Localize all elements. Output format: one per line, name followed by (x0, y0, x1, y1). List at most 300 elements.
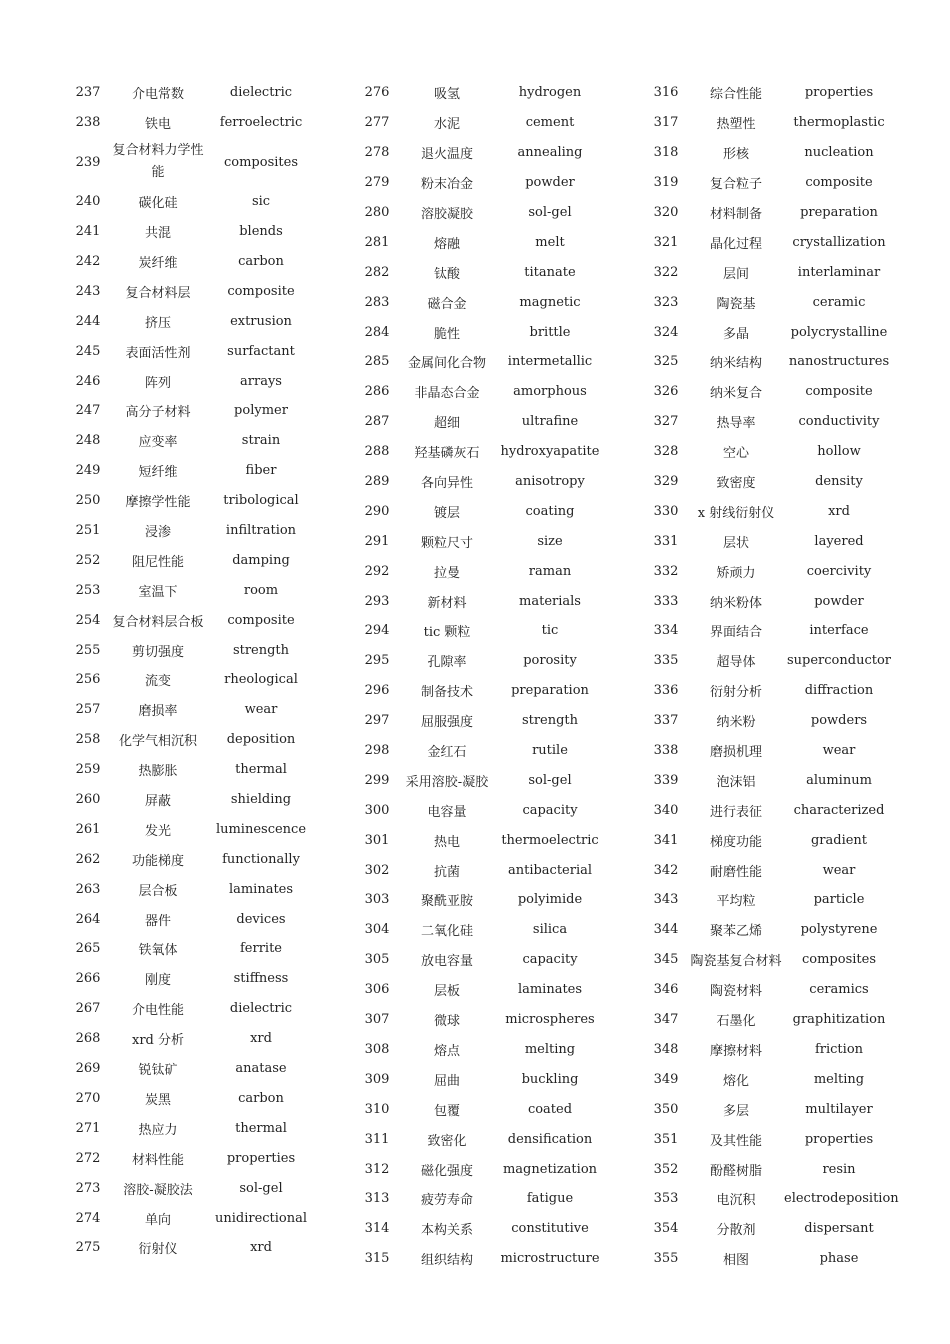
chinese-term: 溶胶-凝胶法 (123, 1182, 193, 1198)
chinese-term: 酚醛树脂 (709, 1163, 762, 1179)
chinese-term: 复合材料层合板 (112, 614, 204, 630)
glossary-row (644, 1244, 894, 1274)
entry-number: 349 (653, 1071, 679, 1087)
entry-number: 280 (364, 205, 390, 220)
glossary-row (66, 934, 316, 964)
glossary-row (355, 1154, 605, 1184)
glossary-row (644, 915, 894, 945)
entry-number: 287 (364, 414, 390, 430)
chinese-term: 放电容量 (420, 954, 473, 970)
chinese-term: 陶瓷基复合材料 (690, 954, 782, 970)
chinese-term: 超细 (433, 416, 460, 432)
entry-number: 329 (653, 474, 679, 490)
english-term: wear (244, 702, 278, 718)
glossary-row (66, 486, 316, 516)
english-term: wear (822, 862, 856, 878)
chinese-term: 磨损机理 (709, 745, 762, 761)
english-term: room (243, 582, 279, 598)
english-term: anatase (235, 1061, 287, 1077)
chinese-term: 介电性能 (131, 1003, 184, 1019)
glossary-row (644, 437, 894, 467)
glossary-row (355, 556, 605, 586)
entry-number: 303 (364, 892, 390, 908)
chinese-term: 钛酸 (433, 266, 460, 282)
entry-number: 296 (364, 683, 390, 699)
entry-number: 281 (364, 234, 390, 250)
chinese-term: 聚酰亚胺 (420, 894, 473, 910)
english-term: ferrite (239, 941, 282, 957)
glossary-row (355, 168, 605, 198)
entry-number: 279 (364, 175, 390, 191)
glossary-row (66, 605, 316, 635)
glossary-row (66, 396, 316, 426)
chinese-term: 熔融 (433, 236, 460, 252)
glossary-row (644, 706, 894, 736)
english-term: layered (814, 533, 864, 549)
entry-number: 319 (653, 175, 679, 191)
glossary-row (66, 138, 316, 187)
english-term: porosity (523, 653, 577, 669)
chinese-term: 层板 (433, 984, 460, 1000)
chinese-term: 电容量 (427, 804, 467, 820)
entry-number: 310 (364, 1101, 390, 1117)
english-term: surfactant (227, 343, 295, 359)
chinese-term: 孔隙率 (427, 655, 467, 671)
english-term: laminates (517, 982, 583, 998)
entry-number: 300 (364, 802, 390, 818)
entry-number: 317 (653, 115, 679, 131)
glossary-row (644, 616, 894, 646)
glossary-row (66, 545, 316, 575)
entry-number: 285 (364, 354, 390, 370)
english-term: fiber (245, 463, 277, 479)
english-term: materials (519, 593, 581, 609)
glossary-row (355, 706, 605, 736)
glossary-row (66, 187, 316, 217)
english-term: composite (805, 175, 873, 191)
english-term: aluminum (806, 772, 872, 788)
glossary-row (66, 1143, 316, 1173)
glossary-row (66, 635, 316, 665)
entry-number: 290 (364, 503, 390, 519)
english-term: thermoplastic (793, 115, 885, 131)
english-term: particle (813, 892, 865, 908)
glossary-row (644, 168, 894, 198)
chinese-term: 纳米粉体 (709, 595, 762, 611)
chinese-term: 吸氢 (433, 87, 460, 103)
entry-number: 284 (364, 324, 390, 340)
entry-number: 332 (653, 563, 679, 579)
glossary-row (66, 108, 316, 138)
chinese-term: 磁化强度 (420, 1163, 473, 1179)
entry-number: 271 (75, 1120, 101, 1136)
glossary-row (355, 795, 605, 825)
english-term: damping (232, 552, 290, 568)
glossary-row (355, 915, 605, 945)
chinese-term: 包覆 (433, 1103, 460, 1119)
chinese-term: 热膨胀 (138, 764, 178, 780)
english-term: raman (528, 563, 572, 579)
entry-number: 276 (364, 85, 390, 101)
entry-number: 277 (364, 115, 390, 131)
glossary-row (644, 795, 894, 825)
chinese-term: 拉曼 (433, 565, 460, 581)
entry-number: 312 (364, 1161, 390, 1177)
chinese-term: 电沉积 (716, 1193, 756, 1209)
english-term: powder (814, 593, 864, 609)
entry-number: 306 (364, 982, 390, 998)
english-term: electrodeposition (784, 1191, 899, 1207)
english-term: dielectric (229, 85, 293, 101)
chinese-term: 阵列 (144, 375, 171, 391)
english-term: composite (227, 283, 295, 299)
chinese-term: 陶瓷材料 (709, 984, 762, 1000)
english-term: preparation (800, 205, 878, 220)
chinese-term: 材料制备 (709, 207, 762, 222)
chinese-term: 熔化 (722, 1073, 749, 1089)
english-term: graphitization (792, 1012, 886, 1028)
chinese-term: 层状 (722, 535, 749, 551)
english-term: polystyrene (800, 922, 878, 938)
chinese-term: 脆性 (433, 326, 460, 342)
english-term: functionally (222, 851, 300, 867)
entry-number: 343 (653, 892, 679, 908)
english-term: sol-gel (239, 1180, 283, 1196)
english-term: silica (532, 922, 568, 938)
entry-number: 251 (75, 523, 101, 539)
english-term: interface (809, 623, 869, 639)
entry-number: 239 (75, 154, 101, 170)
glossary-row (355, 467, 605, 497)
english-term: brittle (529, 324, 571, 340)
glossary-row (66, 247, 316, 277)
entry-number: 260 (75, 792, 101, 808)
chinese-term: 高分子材料 (125, 405, 191, 421)
entry-number: 292 (364, 563, 390, 579)
glossary-row (644, 1094, 894, 1124)
chinese-term: 聚苯乙烯 (709, 924, 762, 940)
chinese-term: 微球 (433, 1014, 460, 1030)
entry-number: 354 (653, 1221, 679, 1237)
glossary-row (66, 516, 316, 546)
entry-number: 248 (75, 433, 101, 449)
chinese-term: 超导体 (716, 655, 756, 671)
glossary-row (355, 407, 605, 437)
chinese-term: 复合材料力学性能 (112, 143, 204, 181)
glossary-row (355, 646, 605, 676)
glossary-row (66, 755, 316, 785)
english-term: ultrafine (521, 414, 579, 430)
english-term: strength (232, 642, 290, 658)
entry-number: 322 (653, 264, 679, 280)
chinese-term: 致密化 (427, 1133, 467, 1149)
english-term: coating (525, 503, 575, 519)
entry-number: 334 (653, 623, 679, 639)
glossary-row (644, 198, 894, 228)
chinese-term: 碳化硅 (138, 196, 178, 212)
glossary-row (66, 844, 316, 874)
glossary-row (66, 1173, 316, 1203)
glossary-row (355, 437, 605, 467)
chinese-term: 梯度功能 (709, 834, 762, 850)
glossary-row (355, 1244, 605, 1274)
entry-number: 308 (364, 1041, 390, 1057)
entry-number: 333 (653, 593, 679, 609)
entry-number: 247 (75, 403, 101, 419)
entry-number: 321 (653, 234, 679, 250)
chinese-term: 锐钛矿 (138, 1063, 178, 1079)
glossary-row (644, 975, 894, 1005)
entry-number: 255 (75, 642, 101, 658)
chinese-term: 及其性能 (709, 1133, 762, 1149)
entry-number: 305 (364, 952, 390, 968)
chinese-term: 剪切强度 (131, 644, 184, 660)
chinese-term: 泡沫铝 (716, 774, 756, 790)
entry-number: 243 (75, 283, 101, 299)
entry-number: 275 (75, 1240, 101, 1256)
english-term: powders (810, 713, 868, 729)
entry-number: 348 (653, 1041, 679, 1057)
english-term: nucleation (804, 145, 874, 161)
entry-number: 286 (364, 384, 390, 400)
english-term: multilayer (805, 1101, 873, 1117)
english-term: resin (822, 1161, 856, 1177)
entry-number: 263 (75, 881, 101, 897)
chinese-term: 复合粒子 (709, 177, 762, 193)
glossary-row (644, 467, 894, 497)
entry-number: 297 (364, 713, 390, 729)
entry-number: 237 (75, 85, 101, 101)
chinese-term: 复合材料层 (125, 285, 191, 301)
glossary-row (355, 616, 605, 646)
glossary-row (644, 526, 894, 556)
chinese-term: 屏蔽 (144, 794, 171, 810)
chinese-term: 各向异性 (420, 476, 473, 492)
glossary-row (644, 885, 894, 915)
glossary-row (644, 287, 894, 317)
glossary-row (355, 1184, 605, 1214)
english-term: coercivity (806, 563, 872, 579)
chinese-term: 退火温度 (420, 147, 473, 163)
chinese-term: 磨损率 (138, 704, 178, 720)
glossary-row (355, 347, 605, 377)
glossary-row (644, 825, 894, 855)
glossary-row (644, 227, 894, 257)
glossary-row (644, 1154, 894, 1184)
entry-number: 283 (364, 294, 390, 310)
glossary-row (355, 855, 605, 885)
chinese-term: 炭黑 (144, 1092, 171, 1108)
english-term: properties (804, 1131, 874, 1147)
entry-number: 268 (75, 1031, 101, 1047)
glossary-row (66, 366, 316, 396)
glossary-row (644, 646, 894, 676)
chinese-term: 衍射仪 (138, 1242, 178, 1258)
english-term: annealing (517, 145, 583, 161)
glossary-row (355, 1035, 605, 1065)
entry-number: 336 (653, 683, 679, 699)
english-term: xrd (250, 1240, 272, 1256)
glossary-row (66, 964, 316, 994)
glossary-row (66, 1233, 316, 1263)
chinese-term: 镀层 (433, 505, 460, 521)
glossary-row (66, 814, 316, 844)
entry-number: 278 (364, 145, 390, 161)
english-term: ferroelectric (219, 115, 303, 131)
chinese-term: 热电 (433, 834, 460, 850)
english-term: interlaminar (797, 264, 881, 280)
entry-number: 242 (75, 254, 101, 269)
chinese-term: 空心 (722, 446, 749, 462)
entry-number: 330 (653, 503, 679, 519)
glossary-row (644, 855, 894, 885)
entry-number: 265 (75, 941, 101, 957)
english-term: preparation (511, 683, 589, 699)
english-term: friction (814, 1041, 864, 1057)
entry-number: 273 (75, 1180, 101, 1196)
entry-number: 331 (653, 533, 679, 549)
chinese-term: 热导率 (716, 416, 756, 432)
english-term: microstructure (500, 1251, 600, 1267)
english-term: superconductor (787, 653, 891, 669)
english-term: composites (801, 952, 876, 968)
chinese-term: 热应力 (138, 1122, 178, 1138)
chinese-term: 晶化过程 (709, 236, 762, 252)
entry-number: 252 (75, 552, 101, 568)
glossary-row (644, 945, 894, 975)
english-term: rheological (224, 672, 298, 688)
entry-number: 244 (75, 313, 101, 329)
entry-number: 307 (364, 1012, 390, 1028)
english-term: unidirectional (214, 1210, 308, 1226)
glossary-row (644, 407, 894, 437)
glossary-row (66, 785, 316, 815)
chinese-term: 多层 (722, 1103, 749, 1119)
english-term: hydrogen (518, 85, 582, 101)
entry-number: 315 (364, 1251, 390, 1267)
english-term: size (537, 533, 563, 549)
chinese-term: 多晶 (722, 326, 749, 342)
english-term: devices (236, 911, 286, 927)
glossary-row (355, 317, 605, 347)
glossary-row (355, 945, 605, 975)
english-term: titanate (524, 264, 576, 280)
chinese-term: 铁电 (144, 117, 171, 133)
entry-number: 261 (75, 821, 101, 837)
chinese-term: 短纤维 (138, 465, 178, 481)
glossary-row (355, 257, 605, 287)
entry-number: 309 (364, 1071, 390, 1087)
glossary-row (644, 78, 894, 108)
english-term: properties (804, 85, 874, 101)
chinese-term: 炭纤维 (138, 256, 178, 271)
glossary-row (355, 198, 605, 228)
entry-number: 267 (75, 1001, 101, 1017)
entry-number: 304 (364, 922, 390, 938)
glossary-row (644, 347, 894, 377)
english-term: magnetization (502, 1161, 598, 1177)
english-term: microspheres (505, 1012, 595, 1028)
glossary-row (66, 217, 316, 247)
chinese-term: 进行表征 (709, 804, 762, 820)
chinese-term: 组织结构 (420, 1253, 473, 1269)
glossary-row (66, 306, 316, 336)
english-term: capacity (522, 952, 578, 968)
chinese-term: 形核 (722, 147, 749, 163)
glossary-row (66, 1024, 316, 1054)
entry-number: 352 (653, 1161, 679, 1177)
entry-number: 270 (75, 1090, 101, 1106)
entry-number: 340 (653, 802, 679, 818)
glossary-column-2 (355, 78, 605, 1274)
english-term: xrd (828, 503, 850, 519)
chinese-term: 热塑性 (716, 117, 756, 133)
english-term: luminescence (215, 821, 307, 837)
entry-number: 299 (364, 772, 390, 788)
chinese-term: 层合板 (138, 883, 178, 899)
glossary-row (355, 586, 605, 616)
entry-number: 345 (653, 952, 679, 968)
entry-number: 353 (653, 1191, 679, 1207)
glossary-row (644, 736, 894, 766)
entry-number: 293 (364, 593, 390, 609)
entry-number: 295 (364, 653, 390, 669)
entry-number: 240 (75, 194, 101, 210)
glossary-row (66, 78, 316, 108)
english-term: hollow (817, 444, 861, 460)
glossary-row (644, 676, 894, 706)
chinese-term: 疲劳寿命 (420, 1193, 473, 1209)
english-term: dielectric (229, 1001, 293, 1017)
english-term: sol-gel (528, 205, 572, 220)
glossary-row (66, 695, 316, 725)
entry-number: 318 (653, 145, 679, 161)
english-term: laminates (228, 881, 294, 897)
entry-number: 314 (364, 1221, 390, 1237)
english-term: ceramics (809, 982, 869, 998)
english-term: capacity (522, 802, 578, 818)
chinese-term: 挤压 (144, 315, 171, 331)
english-term: dispersant (804, 1221, 874, 1237)
chinese-term: 熔点 (433, 1043, 460, 1059)
english-term: carbon (238, 1090, 284, 1106)
chinese-term: 纳米复合 (709, 386, 762, 402)
english-term: conductivity (798, 414, 880, 430)
chinese-term: x 射线衍射仪 (697, 505, 775, 521)
english-term: cement (525, 115, 575, 131)
english-term: phase (819, 1251, 859, 1267)
chinese-term: 应变率 (138, 435, 178, 451)
glossary-row (355, 1094, 605, 1124)
glossary-row (644, 496, 894, 526)
chinese-term: 摩擦材料 (709, 1043, 762, 1059)
glossary-row (355, 526, 605, 556)
english-term: shielding (230, 792, 292, 808)
chinese-term: 屈服强度 (420, 715, 473, 731)
entry-number: 262 (75, 851, 101, 867)
entry-number: 301 (364, 832, 390, 848)
english-term: thermal (235, 762, 287, 778)
glossary-row (644, 108, 894, 138)
glossary-row (644, 586, 894, 616)
english-term: hydroxyapatite (500, 444, 600, 460)
english-term: infiltration (225, 523, 297, 539)
chinese-term: 金属间化合物 (407, 356, 486, 372)
entry-number: 338 (653, 743, 679, 759)
glossary-row (66, 725, 316, 755)
chinese-term: 磁合金 (427, 296, 467, 312)
english-term: density (815, 474, 863, 490)
